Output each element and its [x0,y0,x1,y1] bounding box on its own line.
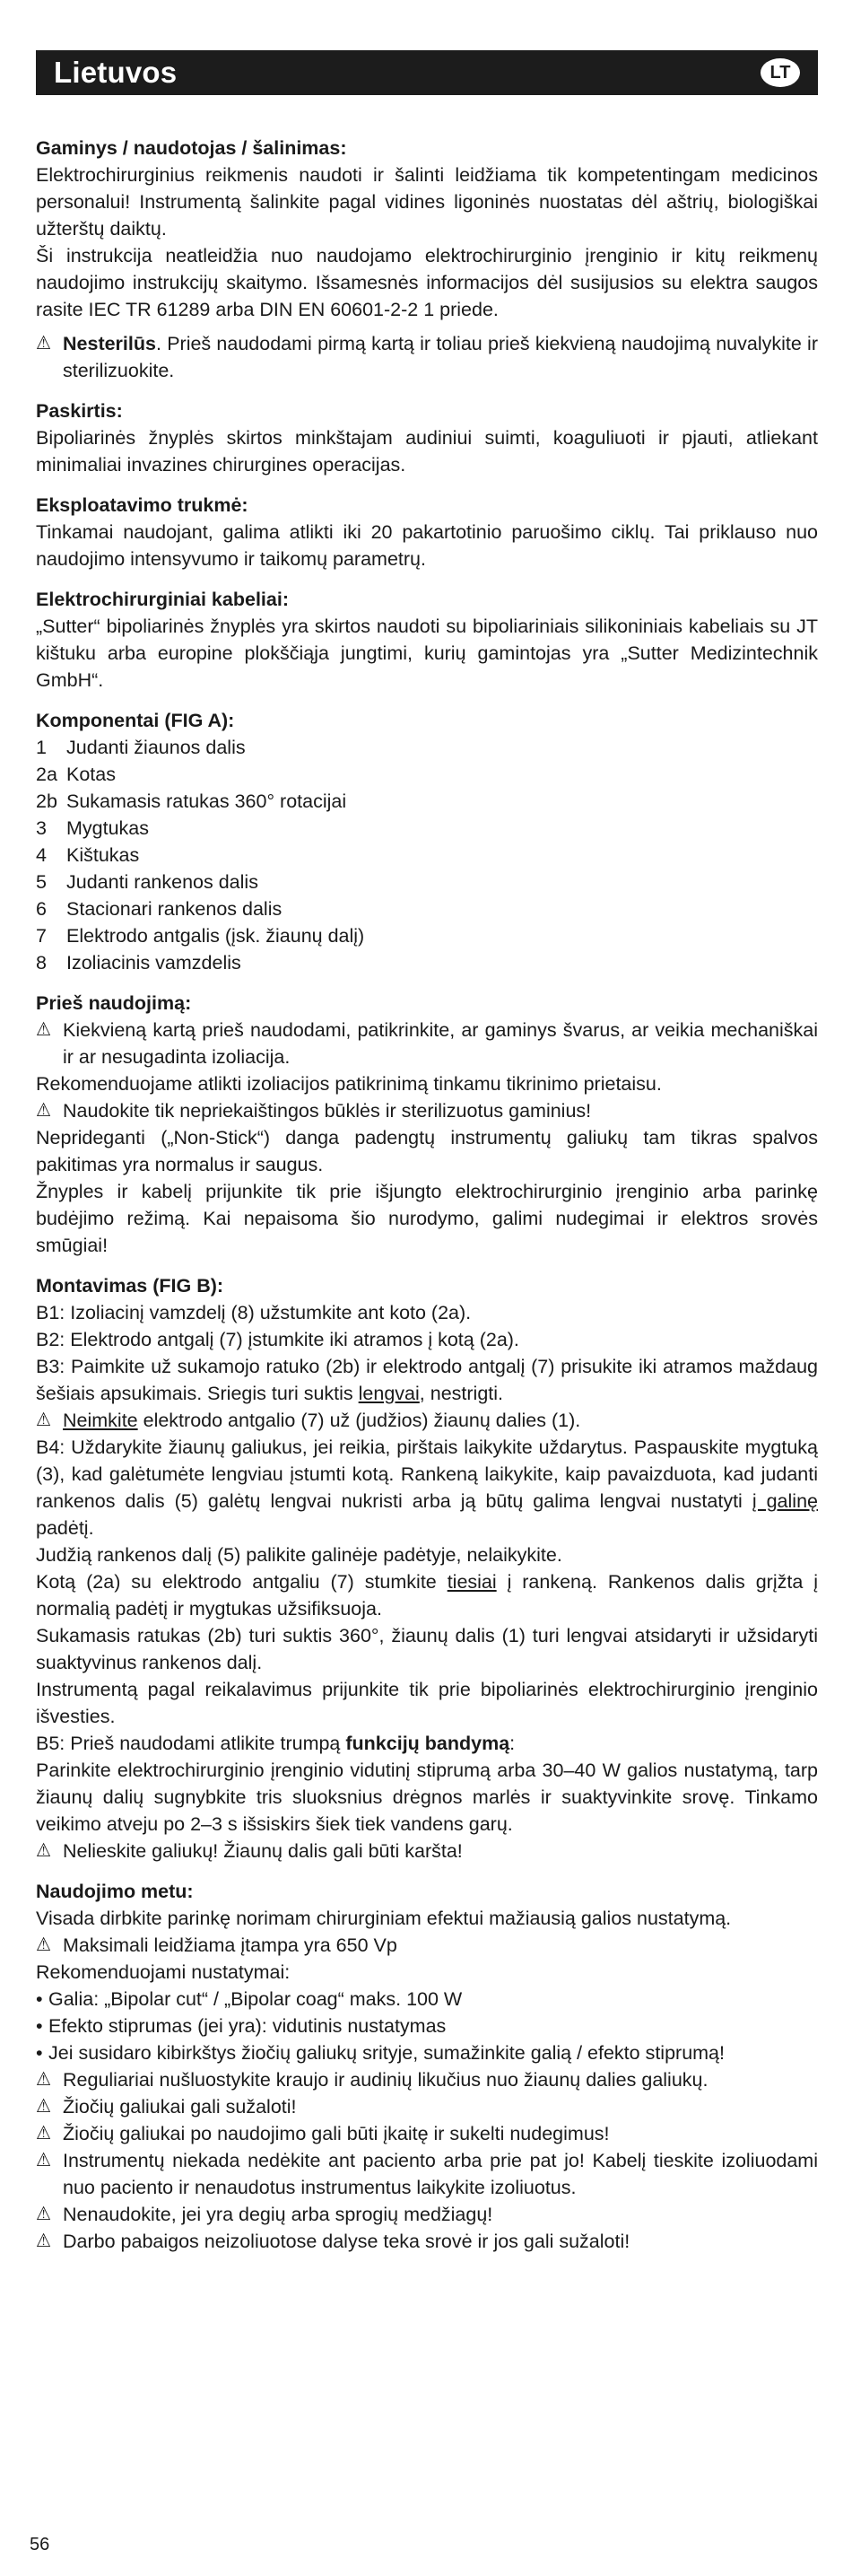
warning-triangle-icon: ⚠ [36,1019,51,1040]
paragraph: Parinkite elektrochirurginio įrenginio vidutinį stiprumą arba 30–40 W galios nustatymą, tarp žiaunų dalių sugnybkite tris sluoksnius drėgnos marlės ir suaktyvinkite srovę. Tinkamo veikimo atveju po 2–3 s išsiskirs šiek tiek vandens garų. [36,1760,818,1835]
language-header-bar [36,50,818,95]
item-text: Sukamasis ratukas 360° rotacijai [66,790,347,812]
warning-text: elektrodo antgalio (7) už (judžios) žiaunų dalies (1). [137,1410,581,1431]
item-text: Judanti žiaunos dalis [66,737,246,758]
item-number: 8 [36,952,47,974]
item-number: 1 [36,737,47,758]
step-b1: B1: Izoliacinį vamzdelį (8) užstumkite ant koto (2a). [36,1302,472,1323]
page-title: Lietuvos [54,56,178,89]
paragraph: Žnyples ir kabelį prijunkite tik prie išjungto elektrochirurginio įrenginio arba parinkę budėjimo režimą. Kai nepaisoma šio nurodymo, galimi nudegimai ir elektros srovės smūgiai! [36,1181,818,1256]
warning-triangle-icon: ⚠ [36,2096,51,2117]
bullet-icon: • [36,2042,43,2064]
warning-triangle-icon: ⚠ [36,1410,51,1430]
paragraph: „Sutter“ bipoliarinės žnyplės yra skirtos naudoti su bipoliariniais silikoniniais kabeliais su JT kištuku arba europine plokščiąja jungtimi, kurių gamintojas yra „Sutter Medizintechnik GmbH“. [36,616,818,691]
paragraph: Judžią rankenos dalį (5) palikite galinėje padėtyje, nelaikykite. [36,1544,562,1566]
emphasis-text: Nesterilūs [63,333,156,354]
warning-triangle-icon: ⚠ [36,2123,51,2144]
emphasis-text: funkcijų bandymą [345,1733,510,1754]
step-b4 [36,1434,818,1541]
item-text: Kištukas [66,844,140,866]
warning-text: . Prieš naudodami pirmą kartą ir toliau prieš kiekvieną naudojimą nuvalykite ir sterilizuokite. [63,333,818,381]
warning-item [36,1017,818,1070]
bullet-icon: • [36,2015,43,2037]
warning-item [36,2120,818,2147]
item-text: Elektrodo antgalis (įsk. žiaunų dalį) [66,925,365,947]
bullet-text: Efekto stiprumas (jei yra): vidutinis nustatymas [48,2015,447,2037]
underlined-text: tiesiai [447,1571,497,1593]
paragraph: Elektrochirurginius reikmenis naudoti ir šalinti leidžiama tik kompetentingam medicinos personalui! Instrumentą šalinkite pagal vidines ligoninės nuostatas dėl aštrių, biologiškai užterštų daiktų. [36,164,818,240]
item-number: 4 [36,844,47,866]
warning-triangle-icon: ⚠ [36,1100,51,1121]
paragraph: Neprideganti („Non-Stick“) danga padengtų instrumentų galiukų tam tikras spalvos pakitimas yra normalus ir saugus. [36,1127,818,1175]
warning-triangle-icon: ⚠ [36,1840,51,1861]
underlined-text: lengvai [358,1383,420,1404]
warning-text: Nenaudokite, jei yra degių arba sprogių medžiagų! [63,2204,493,2225]
step-text: , nestrigti. [419,1383,503,1404]
list-item [36,869,818,895]
step-text: B3: Paimkite už sukamojo ratuko (2b) ir elektrodo antgalį (7) prisukite iki atramos maždaug šešiais apsukimais. Sriegis turi suktis [36,1356,818,1404]
warning-text: Instrumentų niekada nedėkite ant paciento arba prie pat jo! Kabelį tieskite izoliuodami nuo paciento ir nenaudotus instrumentus laikykite izoliuotus. [63,2150,818,2198]
warning-triangle-icon: ⚠ [36,2231,51,2251]
language-code-badge: LT [761,58,800,87]
item-text: Mygtukas [66,817,150,839]
item-number: 2a [36,764,57,785]
list-item [36,842,818,869]
section-cables [36,586,818,694]
warning-triangle-icon: ⚠ [36,333,51,354]
warning-text: Maksimali leidžiama įtampa yra 650 Vp [63,1934,397,1956]
list-item [36,815,818,842]
section-heading: Eksploatavimo trukmė: [36,494,248,516]
section-heading: Montavimas (FIG B): [36,1275,224,1297]
section-assembly [36,1272,818,1864]
section-heading: Gaminys / naudotojas / šalinimas: [36,137,347,159]
warning-text: Naudokite tik nepriekaištingos būklės ir sterilizuotus gaminius! [63,1100,592,1122]
list-item [36,734,818,761]
document-body [36,135,818,2255]
bullet-item [36,1986,818,2013]
section-service-life [36,492,818,572]
list-item [36,895,818,922]
warning-item [36,2066,818,2093]
warning-item [36,330,818,384]
bullet-text: Jei susidaro kibirkštys žiočių galiukų srityje, sumažinkite galią / efekto stiprumą! [48,2042,725,2064]
paragraph: Sukamasis ratukas (2b) turi suktis 360°, žiaunų dalis (1) turi lengvai atsidaryti ir užsidaryti suaktyvinus rankenos dalį. [36,1625,818,1673]
warning-item [36,1097,818,1124]
item-number: 6 [36,898,47,920]
paragraph-text: Kotą (2a) su elektrodo antgaliu (7) stumkite [36,1571,448,1593]
step-b2: B2: Elektrodo antgalį (7) įstumkite iki atramos į kotą (2a). [36,1329,519,1350]
list-item [36,761,818,788]
section-heading: Komponentai (FIG A): [36,710,235,731]
section-heading: Paskirtis: [36,400,123,422]
warning-item [36,1838,818,1864]
bullet-item [36,2013,818,2039]
section-product-user-disposal [36,135,818,384]
warning-item [36,2093,818,2120]
item-number: 3 [36,817,47,839]
paragraph: Instrumentą pagal reikalavimus prijunkite tik prie bipoliarinės elektrochirurginio įrenginio išvesties. [36,1679,818,1727]
paragraph: Rekomenduojame atlikti izoliacijos patikrinimą tinkamu tikrinimo prietaisu. [36,1073,662,1095]
underlined-text: į galinę [752,1490,818,1512]
section-components [36,707,818,976]
step-text: : [509,1733,516,1754]
warning-text: Nelieskite galiukų! Žiaunų dalis gali būti karšta! [63,1840,463,1862]
warning-triangle-icon: ⚠ [36,2204,51,2224]
paragraph-text: į rankeną. Rankenos dalis grįžta į normalią padėtį ir mygtukas užsifiksuoja. [36,1571,818,1620]
item-text: Kotas [66,764,116,785]
warning-text: Reguliariai nušluostykite kraujo ir audinių likučius nuo žiaunų dalies galiukų. [63,2069,709,2091]
item-text: Izoliacinis vamzdelis [66,952,241,974]
warning-triangle-icon: ⚠ [36,1934,51,1955]
warning-item [36,1407,818,1434]
warning-item [36,1932,818,1959]
paragraph: Visada dirbkite parinkę norimam chirurginiam efektui mažiausią galios nustatymą. [36,1908,732,1929]
warning-triangle-icon: ⚠ [36,2069,51,2090]
section-purpose [36,397,818,478]
step-b5 [36,1730,818,1757]
step-text: B5: Prieš naudodami atlikite trumpą [36,1733,346,1754]
section-before-use [36,990,818,1259]
item-text: Stacionari rankenos dalis [66,898,283,920]
list-item [36,949,818,976]
paragraph: Ši instrukcija neatleidžia nuo naudojamo elektrochirurginio įrenginio ir kitų reikmenų naudojimo instrukcijų skaitymo. Išsamesnės informacijos dėl susijusios su elektra saugos rasite IEC TR 61289 arba DIN EN 60601-2-2 1 priede. [36,245,818,320]
section-heading: Naudojimo metu: [36,1881,194,1902]
step-text: padėtį. [36,1517,94,1539]
item-number: 5 [36,871,47,893]
warning-item [36,2228,818,2255]
step-b3 [36,1353,818,1407]
warning-text: Žiočių galiukai gali sužaloti! [63,2096,297,2118]
underlined-text: Neimkite [63,1410,138,1431]
section-heading: Prieš naudojimą: [36,992,192,1014]
list-item [36,922,818,949]
bullet-text: Galia: „Bipolar cut“ / „Bipolar coag“ maks. 100 W [48,1988,463,2010]
warning-triangle-icon: ⚠ [36,2150,51,2170]
item-text: Judanti rankenos dalis [66,871,258,893]
list-item [36,788,818,815]
section-heading: Elektrochirurginiai kabeliai: [36,589,289,610]
page-number: 56 [30,2535,50,2554]
paragraph [36,1568,818,1622]
paragraph: Tinkamai naudojant, galima atlikti iki 20 pakartotinio paruošimo ciklų. Tai priklauso nuo naudojimo intensyvumo ir taikomų parametrų. [36,521,818,570]
warning-text: Darbo pabaigos neizoliuotose dalyse teka srovė ir jos gali sužaloti! [63,2231,630,2252]
bullet-icon: • [36,1988,43,2010]
step-text: B4: Uždarykite žiaunų galiukus, jei reikia, pirštais laikykite uždarytus. Paspauskite mygtuką (3), kad galėtumėte lengviau įstumti kotą. Rankeną laikykite, kaip pavaizduota, kad judanti rankenos dalis (5) galėtų lengvai nukristi arba ją būtų galima lengvai nustatyti [36,1436,818,1512]
warning-text: Kiekvieną kartą prieš naudodami, patikrinkite, ar gaminys švarus, ar veikia mechaniškai ir ar nesugadinta izoliacija. [63,1019,818,1068]
bullet-item [36,2039,818,2066]
paragraph: Rekomenduojami nustatymai: [36,1961,291,1983]
item-number: 7 [36,925,47,947]
warning-item [36,2147,818,2201]
warning-item [36,2201,818,2228]
item-number: 2b [36,790,57,812]
paragraph: Bipoliarinės žnyplės skirtos minkštajam audiniui suimti, koaguliuoti ir pjauti, atliekant minimaliai invazines chirurgines operacijas. [36,427,818,476]
warning-text: Žiočių galiukai po naudojimo gali būti įkaitę ir sukelti nudegimus! [63,2123,610,2144]
section-during-use [36,1878,818,2255]
